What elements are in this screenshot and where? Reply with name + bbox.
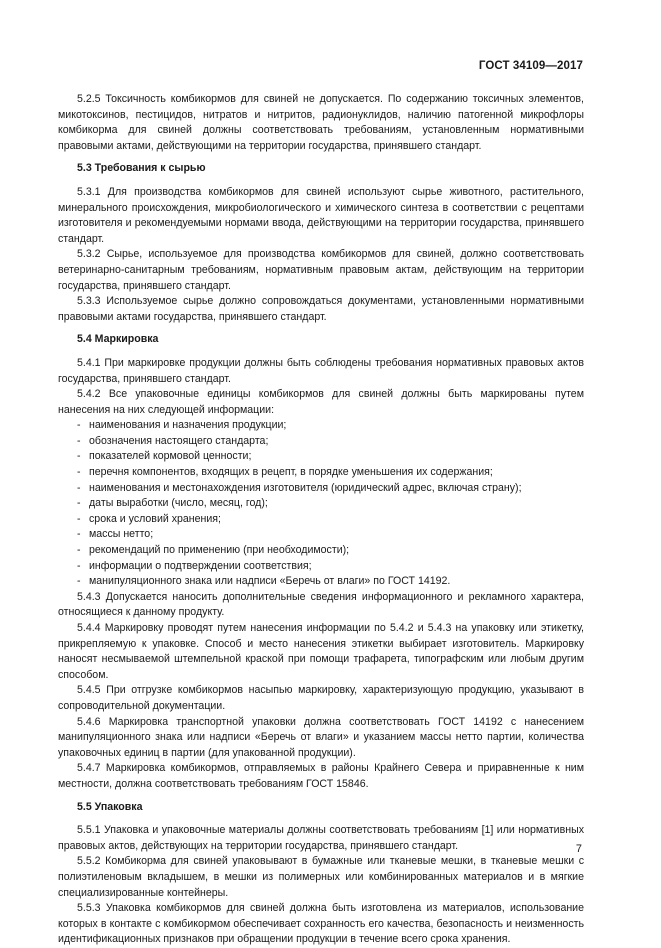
clause-5-4-1: 5.4.1 При маркировке продукции должны быть соблюдены требования нормативных правовых актов государства, принявшего стандарт. <box>58 356 584 385</box>
list-item: - информации о подтверждении соответствия; <box>77 559 312 572</box>
clause-5-4-4: 5.4.4 Маркировку проводят путем нанесения информации по 5.4.2 и 5.4.3 на упаковку или этикетку, прикрепляемую к упаковке. Способ и место нанесения этикетки выбирает изготовитель. Маркировку наносят несмываемой штемпельной краской при помощи трафарета, типографским или любым другим способом. <box>58 622 584 681</box>
clause-5-3-3: 5.3.3 Используемое сырье должно сопровождаться документами, установленными нормативными правовыми актами государства, принявшего стандарт. <box>58 295 584 323</box>
list-item: - даты выработки (число, месяц, год); <box>77 497 268 510</box>
marking-info-list <box>58 418 584 590</box>
clause-5-4-6: 5.4.6 Маркировка транспортной упаковки должна соответствовать ГОСТ 14192 с нанесением манипуляционного знака или надписи «Беречь от влаги» и указанием массы нетто партии, количества упаковочных единиц в партии (для упакованной продукции). <box>58 715 584 759</box>
list-item: - рекомендаций по применению (при необходимости); <box>77 544 350 557</box>
page-number: 7 <box>575 843 582 855</box>
clause-5-3-1: 5.3.1 Для производства комбикормов для свиней используют сырье животного, растительного, минерального происхождения, микробиологического и химического синтеза в соответствии с рецептами изготовителя и рекомендуемыми нормами ввода, действующими на территории государства, принявшего стандарт. <box>58 185 584 245</box>
clause-5-5-3: 5.5.3 Упаковка комбикормов для свиней должна быть изготовлена из материалов, использование которых в контакте с комбикормом обеспечивает сохранность его качества, безопасность и неизменность идентификационных признаков при обращении продукции в течение всего срока хранения. <box>58 902 584 946</box>
section-heading-5-3: 5.3 Требования к сырью <box>77 162 206 175</box>
clause-5-4-7: 5.4.7 Маркировка комбикормов, отправляемых в районы Крайнего Севера и приравненные к ним местности, должна соответствовать требованиям ГОСТ 15846. <box>58 762 584 790</box>
clause-5-5-1: 5.5.1 Упаковка и упаковочные материалы должны соответствовать требованиям [1] или нормативных правовых актов, действующих на территории государства, принявшего стандарт. <box>58 824 584 852</box>
clause-5-2-5: 5.2.5 Токсичность комбикормов для свиней не допускается. По содержанию токсичных элементов, микотоксинов, пестицидов, нитратов и нитритов, радионуклидов, наличию патогенной микрофлоры комбикорма для свиней должны соответствовать требованиям, установленным нормативными правовыми актами, действующими на территории государства, принявшего стандарт. <box>58 93 584 152</box>
list-item: - перечня компонентов, входящих в рецепт, в порядке уменьшения их содержания; <box>77 466 493 479</box>
list-item: - наименования и местонахождения изготовителя (юридический адрес, включая страну); <box>77 481 522 494</box>
document-body <box>58 92 584 948</box>
list-item: - наименования и назначения продукции; <box>77 419 287 432</box>
list-item: - манипуляционного знака или надписи «Беречь от влаги» по ГОСТ 14192. <box>77 575 451 588</box>
clause-5-4-5: 5.4.5 При отгрузке комбикормов насыпью маркировку, характеризующую продукцию, указывают в сопроводительной документации. <box>58 684 584 712</box>
clause-5-3-2: 5.3.2 Сырье, используемое для производства комбикормов для свиней, должно соответствовать ветеринарно-санитарным требованиям, нормативным правовым актам, действующим на территории государства, принявшего стандарт. <box>58 248 584 292</box>
section-heading-5-4: 5.4 Маркировка <box>77 333 159 346</box>
standard-header: ГОСТ 34109—2017 <box>478 60 583 72</box>
list-item: - массы нетто; <box>77 528 154 541</box>
list-item: - срока и условий хранения; <box>77 512 221 525</box>
section-heading-5-5: 5.5 Упаковка <box>77 800 143 813</box>
list-item: - показателей кормовой ценности; <box>77 450 252 463</box>
clause-5-5-2: 5.5.2 Комбикорма для свиней упаковывают в бумажные или тканевые мешки, в тканевые мешки с полиэтиленовым вкладышем, в мешки из полимерных или комбинированных материалов и в мягкие специализированные контейнеры. <box>58 855 584 899</box>
clause-5-4-2: 5.4.2 Все упаковочные единицы комбикормов для свиней должны быть маркированы путем нанесения на них следующей информации: <box>58 388 584 416</box>
list-item: - обозначения настоящего стандарта; <box>77 434 269 447</box>
clause-5-4-3: 5.4.3 Допускается наносить дополнительные сведения информационного и рекламного характера, относящиеся к данному продукту. <box>58 590 584 619</box>
